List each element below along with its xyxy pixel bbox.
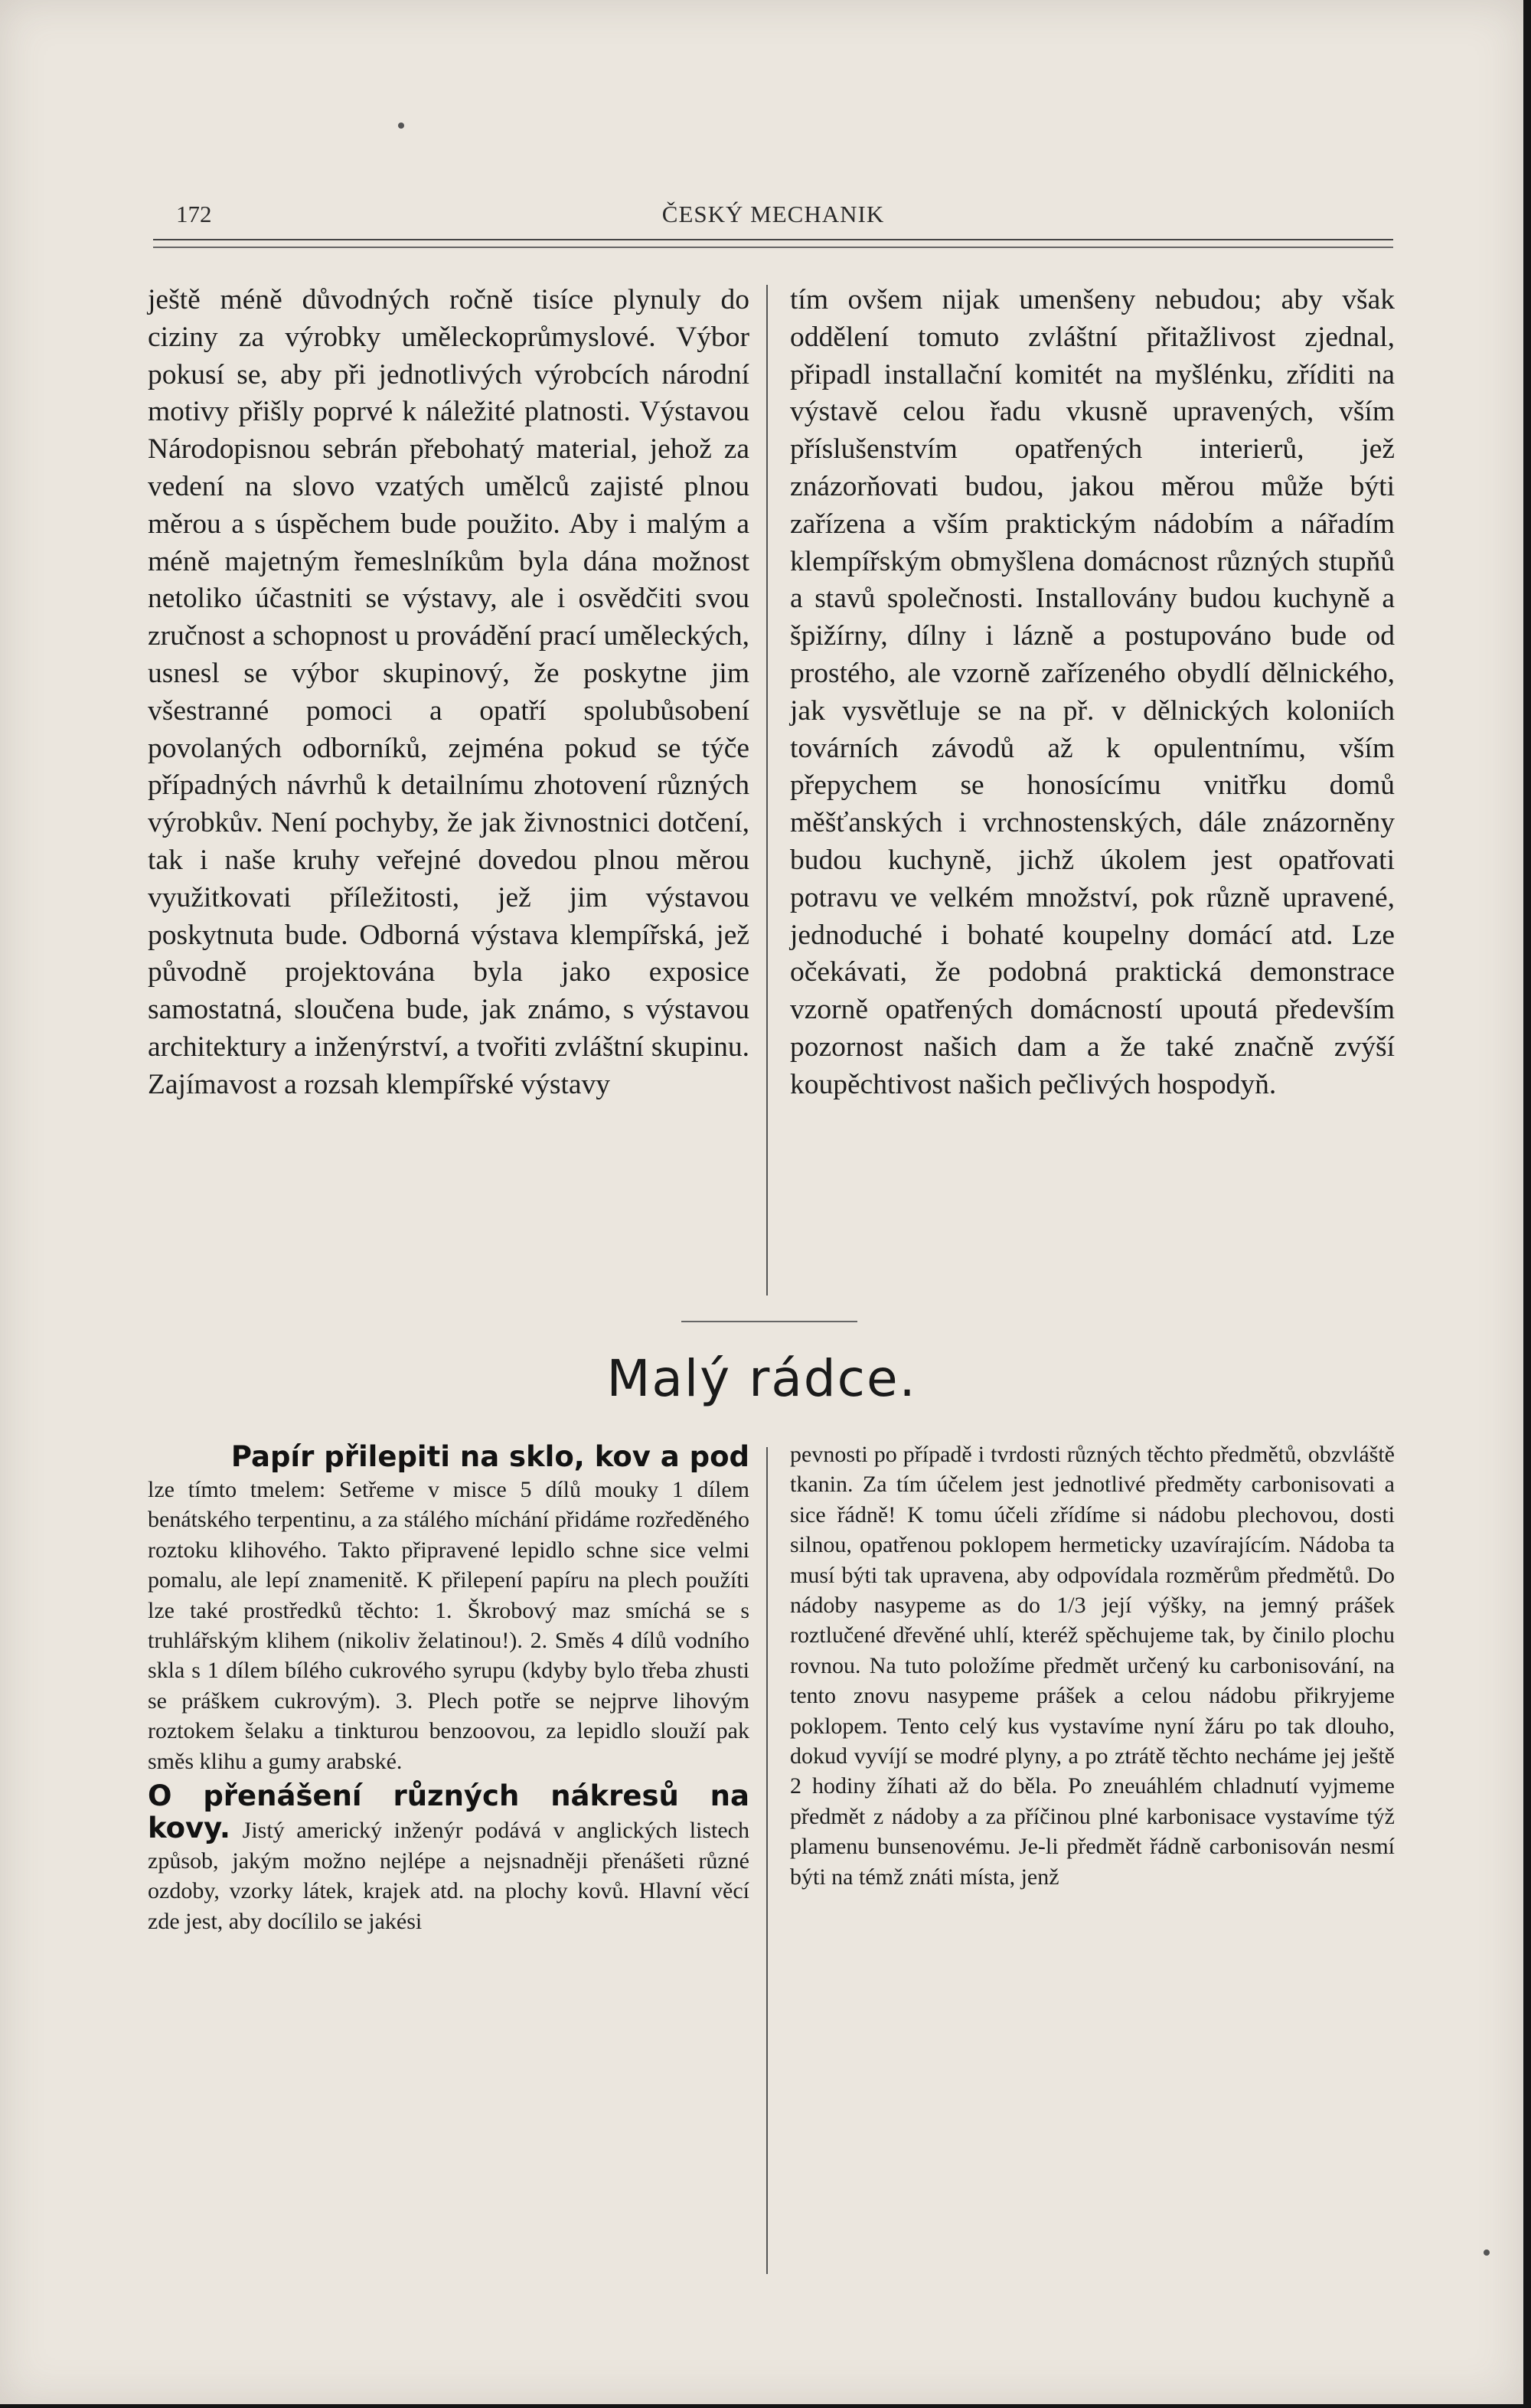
section-title: Malý rádce.: [606, 1349, 917, 1408]
article-1-title: Papír přilepiti na sklo, kov a pod: [230, 1440, 749, 1473]
article-1-continuation: pevnosti po případě i tvrdosti různých těchto předmětů, obzvláště tkanin. Za tím účelem jest jednotlivé předměty carbonisovati a sice řádně! K tomu účeli zřídíme si nádobu plechovou, dosti silnou, opatřenou poklopem hermeticky uzavírajícím. Nádoba ta musí býti tak upravena, aby odpovídala rozměrům předmětů. Do nádoby nasypeme as do 1/3 její výšky, na jemný prášek roztlučené dřevěné uhlí, kteréž spěchujeme tak, by činilo plochu rovnou. Na tuto položíme předmět určený ku carbonisování, na tento znovu nasypeme prášek a celou nádobu přikryjeme poklopem. Tento celý kus vystavíme nyní žáru po tak dlouho, dokud vyvíjí se modré plyny, a po ztrátě těchto necháme jej ještě 2 hodiny žíhati až do běla. Po zneuáhlém chladnutí vyjmeme předmět z nádoby a za příčinou plné karbonisace vystavíme týž plamenu bunsenovému. Je-li předmět řádně carbonisován nesmí býti na témž znáti místa, jenž: [790, 1442, 1395, 1890]
article-2-body: Jistý americký inženýr podává v anglických listech způsob, jakým možno nejlépe a nejsnadněji přenášeti různé ozdoby, vzorky látek, krajek atd. na plochy kovů. Hlavní věcí zde jest, aby docílilo se jakési: [148, 1818, 749, 1934]
paragraph-left-top: ještě méně důvodných ročně tisíce plynuly do ciziny za výrobky uměleckoprůmyslové. Výbor pokusí se, aby při jednotlivých výrobcích národní motivy přišly poprvé k náležité platnosti. Výstavou Národopisnou sebrán přebohatý material, jehož za vedení na slovo vzatých umělců zajisté plnou měrou a s úspěchem bude použito. Aby i malým a méně majetným řemeslníkům byla dána možnost netoliko účastniti se výstavy, ale i osvědčiti svou zručnost a schopnost u provádění prací uměleckých, usnesl se výbor skupinový, že poskytne jim všestranné pomoci a opatří spolubůsobení povolaných odborníků, zejména pokud se týče případných návrhů k detailnímu zhotovení různých výrobkův. Není pochyby, že jak živnostnici dotčení, tak i naše kruhy veřejné dovedou plnou měrou využitkovati příležitosti, jež jim výstavou poskytnuta bude. Odborná výstava klempířská, jež původně projektována byla jako exposice samostatná, sloučena bude, jak známo, s výstavou architektury a inženýrství, a tvořiti zvláštní skupinu. Zajímavost a rozsah klempířské výstavy: [148, 284, 749, 1100]
column-divider: [766, 285, 768, 1295]
column-divider-bottom: [766, 1447, 768, 2274]
paragraph-right-top: tím ovšem nijak umenšeny nebudou; aby však oddělení tomuto zvláštní přitažlivost zjednal, připadl installační komitét na myšlénku, zříditi na výstavě celou řadu vkusně upravených, vším příslušenstvím opatřených interierů, jež znázorňovati budou, jakou měrou může býti zařízena a vším praktickým nádobím a nářadím klempířským obmyšlena domácnost různých stupňů a stavů společnosti. Installovány budou kuchyně a špižírny, dílny i lázně a postupováno bude od prostého, ale vzorně zařízeného obydlí dělnického, jak vysvětluje se na př. v dělnických koloniích továrních závodů až k opulentnímu, vším přepychem se honosícímu vnitřku domů měšťanských i vrchnostenských, dále znázorněny budou kuchyně, jichž úkolem jest opatřovati potravu ve velkém množství, pok různě upravené, jednoduché i bohaté koupelny domácí atd. Lze očekávati, že podobná praktická demonstrace vzorně opatřených domácností upoutá především pozornost našich dam a že také značně zvýší koupěchtivost našich pečlivých hospodyň.: [790, 284, 1395, 1100]
running-head: ČESKÝ MECHANIK: [661, 201, 885, 227]
column-left-bottom: [148, 1439, 749, 1936]
article-1-body: lze tímto tmelem: Setřeme v misce 5 dílů mouky 1 dílem benátského terpentinu, a za stálého míchání přidáme rozředěného roztoku klihového. Takto připravené lepidlo schne sice velmi pomalu, ale lepí znamenitě. K přilepení papíru na plech použíti lze také prostředků těchto: 1. Škrobový maz smíchá se s truhlářským klihem (nikoliv želatinou!). 2. Směs 4 dílů vodního skla s 1 dílem bílého cukrového syrupu (kdyby bylo třeba zhusti se práškem cukrovým). 3. Plech potře se nejprve lihovým roztokem šelaku a tinkturou benzoovou, za lepidlo slouží pak směs klihu a gumy arabské.: [148, 1477, 749, 1774]
section-rule: [681, 1321, 857, 1322]
header-rule: [153, 239, 1393, 248]
column-right-bottom: [790, 1439, 1395, 1892]
scan-speck: [1484, 2250, 1490, 2256]
scan-speck: [398, 123, 404, 129]
column-left-top: [148, 282, 749, 1104]
article-2-title: O přenášení různých nákresů na kovy.: [148, 1779, 749, 1845]
article-2: [148, 1781, 749, 1936]
page-number: 172: [176, 201, 212, 227]
page-header: [153, 201, 1393, 239]
column-right-top: [790, 282, 1395, 1104]
